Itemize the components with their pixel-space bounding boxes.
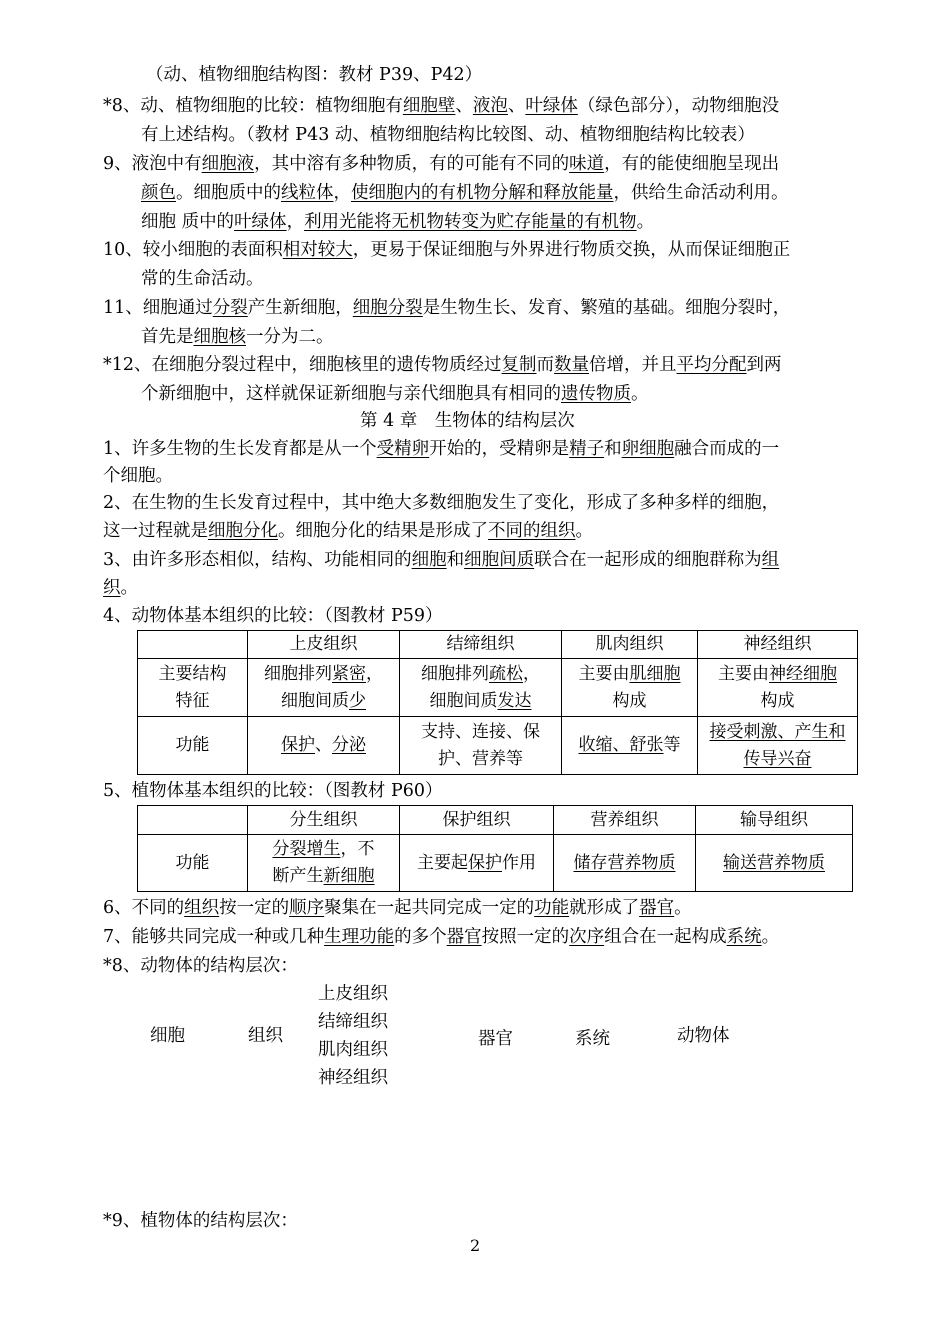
keyword: 线粒体 [281,183,334,203]
hierarchy-organ: 器官 [478,1029,513,1049]
table-header-row [138,631,858,659]
text: 细胞排列 [421,663,489,684]
hierarchy-tissue-item: 结缔组织 [318,1012,388,1032]
keyword: 器官 [446,927,482,947]
text: 主要起 [417,852,468,873]
keyword: 精子 [569,439,605,459]
table-header-cell: 结缔组织 [400,631,562,659]
ch4-item3-line2 [103,577,138,599]
text: 6、不同的 [103,898,185,918]
text: ，更易于保证细胞与外界进行物质交换，从而保证细胞正 [352,240,791,260]
text: 一分为二。 [246,327,334,347]
ch4-item5: 5、植物体基本组织的比较：（图教材 P60） [103,781,443,801]
text: ，供给生命活动利用。 [613,183,789,203]
text: 等 [663,735,681,755]
ch4-item3-line1 [103,549,779,571]
text: 断产生 [272,866,324,886]
text: 就形成了 [569,898,640,918]
table-cell [400,835,554,892]
row-label: 功能 [138,835,248,892]
keyword: 神经细胞 [769,663,837,684]
keyword: 保护 [281,735,315,755]
keyword: 味道 [569,154,605,174]
text: 特征 [175,690,210,711]
hierarchy-tissue-item: 上皮组织 [318,984,388,1004]
ch4-item4: 4、动物体基本组织的比较：（图教材 P59） [103,606,443,626]
ch4-item8: *8、动物体的结构层次： [103,956,298,976]
text: 3、由许多形态相似，结构、功能相同的 [103,550,412,570]
text: 。 [636,212,655,232]
text: 7、能够共同完成一种或几种 [103,927,325,947]
text: 、 [507,96,526,116]
hierarchy-tissue-item: 神经组织 [318,1068,388,1088]
text: 细胞间质 [281,690,349,711]
text: 主要结构 [158,663,227,684]
ch4-item1-line2: 个细胞。 [103,466,173,486]
text: 作用 [502,852,536,873]
table-cell [562,717,698,775]
text: 主要由 [578,663,630,684]
text: 10、较小细胞的表面积 [103,240,283,260]
text: 而 [536,355,555,375]
keyword: 分泌 [332,735,366,755]
ch4-item2-line1: 2、在生物的生长发育过程中，其中绝大多数细胞发生了变化，形成了多种多样的细胞， [103,493,780,513]
text: ，其中溶有多种物质，有的可能有不同的 [254,154,570,174]
table-cell [248,717,400,775]
hierarchy-system: 系统 [575,1029,610,1049]
keyword: 组织 [184,898,220,918]
page-number: 2 [470,1236,481,1255]
table-header-cell [138,631,248,659]
table-row [138,717,858,775]
text: 、 [455,96,473,116]
text: 组合在一起构成 [604,927,727,947]
text: 这一过程就是 [103,521,208,541]
text: 产生新细胞， [247,298,353,318]
keyword: 器官 [639,898,675,918]
item9-line2 [141,182,789,204]
keyword: 细胞核 [193,327,246,347]
text: 构成 [612,690,647,711]
text: 细胞排列 [264,663,332,684]
ch4-item2-line2 [103,520,593,542]
keyword: 使细胞内的有机物分解和释放能量 [351,183,614,203]
keyword: 紧密 [332,663,366,684]
keyword: 、 [612,735,630,755]
plant-tissue-table [137,805,853,892]
table-header-cell: 肌肉组织 [562,631,698,659]
text: 个新细胞中，这样就保证新细胞与亲代细胞具有相同的 [141,384,561,404]
text: 。细胞分化的结果是形成了 [278,521,488,541]
keyword: 顺序 [289,898,325,918]
keyword: 颜色 [141,183,176,203]
text: 。 [575,521,593,541]
text: *8、动、植物细胞的比较：植物细胞有 [103,96,403,116]
keyword: 储存营养物质 [573,852,676,873]
table-cell [696,835,853,892]
keyword: 发达 [497,690,532,711]
item9-line3 [141,211,654,233]
text: 护、营养等 [438,748,523,769]
item11-line2 [141,326,334,348]
text: 。 [120,578,138,598]
chapter-title: 第 4 章 生物体的结构层次 [360,411,575,431]
text: 。 [761,927,780,947]
keyword: 数量 [554,355,590,375]
keyword: 保护 [468,852,502,873]
keyword: 受精卵 [376,439,430,459]
keyword: 细胞液 [201,154,255,174]
keyword: 肌细胞 [629,663,681,684]
text: 细胞 质中的 [141,212,235,232]
text: 9、液泡中有 [103,154,202,174]
text: 。 [674,898,692,918]
text: 聚集在一起共同完成一定的 [324,898,535,918]
keyword: 疏松 [489,663,523,684]
text: 构成 [760,690,795,711]
text: ，有的能使细胞呈现出 [604,154,780,174]
keyword: 细胞分化 [208,521,278,541]
keyword: 叶绿体 [234,212,287,232]
keyword: 分裂 [212,298,248,318]
row-label: 功能 [138,717,248,775]
item8-line1 [103,95,779,117]
text: 支持、连接、保 [421,721,540,742]
text: 开始的，受精卵是 [429,439,570,459]
item9-line1 [103,153,779,175]
keyword: 叶绿体 [525,96,578,116]
text: ，不 [340,839,375,859]
table-header-cell: 输导组织 [696,806,853,835]
keyword: 输送营养物质 [723,852,825,873]
ch4-item9: *9、植物体的结构层次： [103,1211,298,1231]
text: 联合在一起形成的细胞群称为 [534,550,762,570]
keyword: 舒张 [629,735,664,755]
text: 按一定的 [219,898,290,918]
keyword: 细胞壁 [402,96,456,116]
text: *12、在细胞分裂过程中，细胞核里的遗传物质经过 [103,355,502,375]
item12-line1 [103,354,782,376]
keyword: 细胞分裂 [352,298,423,318]
text: 和 [446,550,465,570]
row-label [138,659,248,717]
keyword: 平均分配 [676,355,747,375]
text: 按照一定的 [481,927,570,947]
item10-line2: 常的生命活动。 [141,269,264,289]
text: （绿色部分），动物细胞没 [577,96,780,116]
text: 融合而成的一 [674,439,780,459]
table-header-cell: 上皮组织 [248,631,400,659]
text: 主要由 [718,663,769,684]
table-header-cell: 分生组织 [248,806,400,835]
table-cell [698,717,858,775]
ch4-item1-line1 [103,438,779,460]
table-cell [248,835,400,892]
text: 细胞间质 [429,690,498,711]
table-cell [400,659,562,717]
text: 是生物生长、发育、繁殖的基础。细胞分裂时， [422,298,791,318]
hierarchy-tissue: 组织 [248,1026,283,1046]
text: 、 [315,735,332,755]
animal-tissue-table [137,630,858,775]
keyword: 遗传物质 [561,384,631,404]
hierarchy-cell: 细胞 [150,1026,185,1046]
ch4-item6 [103,897,692,919]
table-cell [554,835,696,892]
keyword: 次序 [569,927,605,947]
text: 。细胞质中的 [176,183,281,203]
table-cell [400,717,562,775]
table-header-row [138,806,853,835]
keyword: 卵细胞 [621,439,675,459]
keyword: 接受刺激、产生和 [709,721,846,742]
line-cell-structure-ref: （动、植物细胞结构图：教材 P39、P42） [146,65,483,85]
table-cell [248,659,400,717]
table-row [138,835,853,892]
text: ， [523,663,540,684]
table-header-cell: 神经组织 [698,631,858,659]
text: ， [286,212,305,232]
hierarchy-body: 动物体 [677,1026,730,1046]
text: 倍增，并且 [589,355,677,375]
item10-line1 [103,239,790,261]
keyword: 液泡 [472,96,508,116]
keyword: 分裂增生 [272,839,341,859]
keyword: 复制 [501,355,537,375]
item12-line2 [141,383,649,405]
ch4-item7 [103,926,779,948]
table-header-cell: 保护组织 [400,806,554,835]
table-header-cell: 营养组织 [554,806,696,835]
keyword: 织 [103,578,121,598]
keyword: 生理功能 [324,927,395,947]
keyword: 新细胞 [323,866,375,886]
table-cell [562,659,698,717]
keyword: 少 [349,690,366,711]
hierarchy-tissue-item: 肌肉组织 [318,1040,388,1060]
table-header-cell [138,806,248,835]
keyword: 收缩 [578,735,613,755]
text: 的多个 [394,927,447,947]
keyword: 传导兴奋 [743,748,812,769]
keyword: 细胞间质 [464,550,535,570]
text: 到两 [746,355,782,375]
keyword: 系统 [726,927,762,947]
text: 1、许多生物的生长发育都是从一个 [103,439,377,459]
text: 11、细胞通过 [103,298,213,318]
text: ， [366,663,383,684]
item11-line1 [103,297,790,319]
keyword: 不同的组织 [488,521,576,541]
text: ， [333,183,351,203]
table-row [138,659,858,717]
table-cell [698,659,858,717]
keyword: 功能 [534,898,570,918]
text: 和 [604,439,622,459]
keyword: 利用光能将无机物转变为贮存能量的有机物 [304,212,637,232]
keyword: 相对较大 [282,240,353,260]
item8-line2: 有上述结构。（教材 P43 动、植物细胞结构比较图、动、植物细胞结构比较表） [141,125,755,145]
keyword: 组 [761,550,780,570]
text: 首先是 [141,327,194,347]
text: 。 [631,384,649,404]
keyword: 细胞 [411,550,447,570]
